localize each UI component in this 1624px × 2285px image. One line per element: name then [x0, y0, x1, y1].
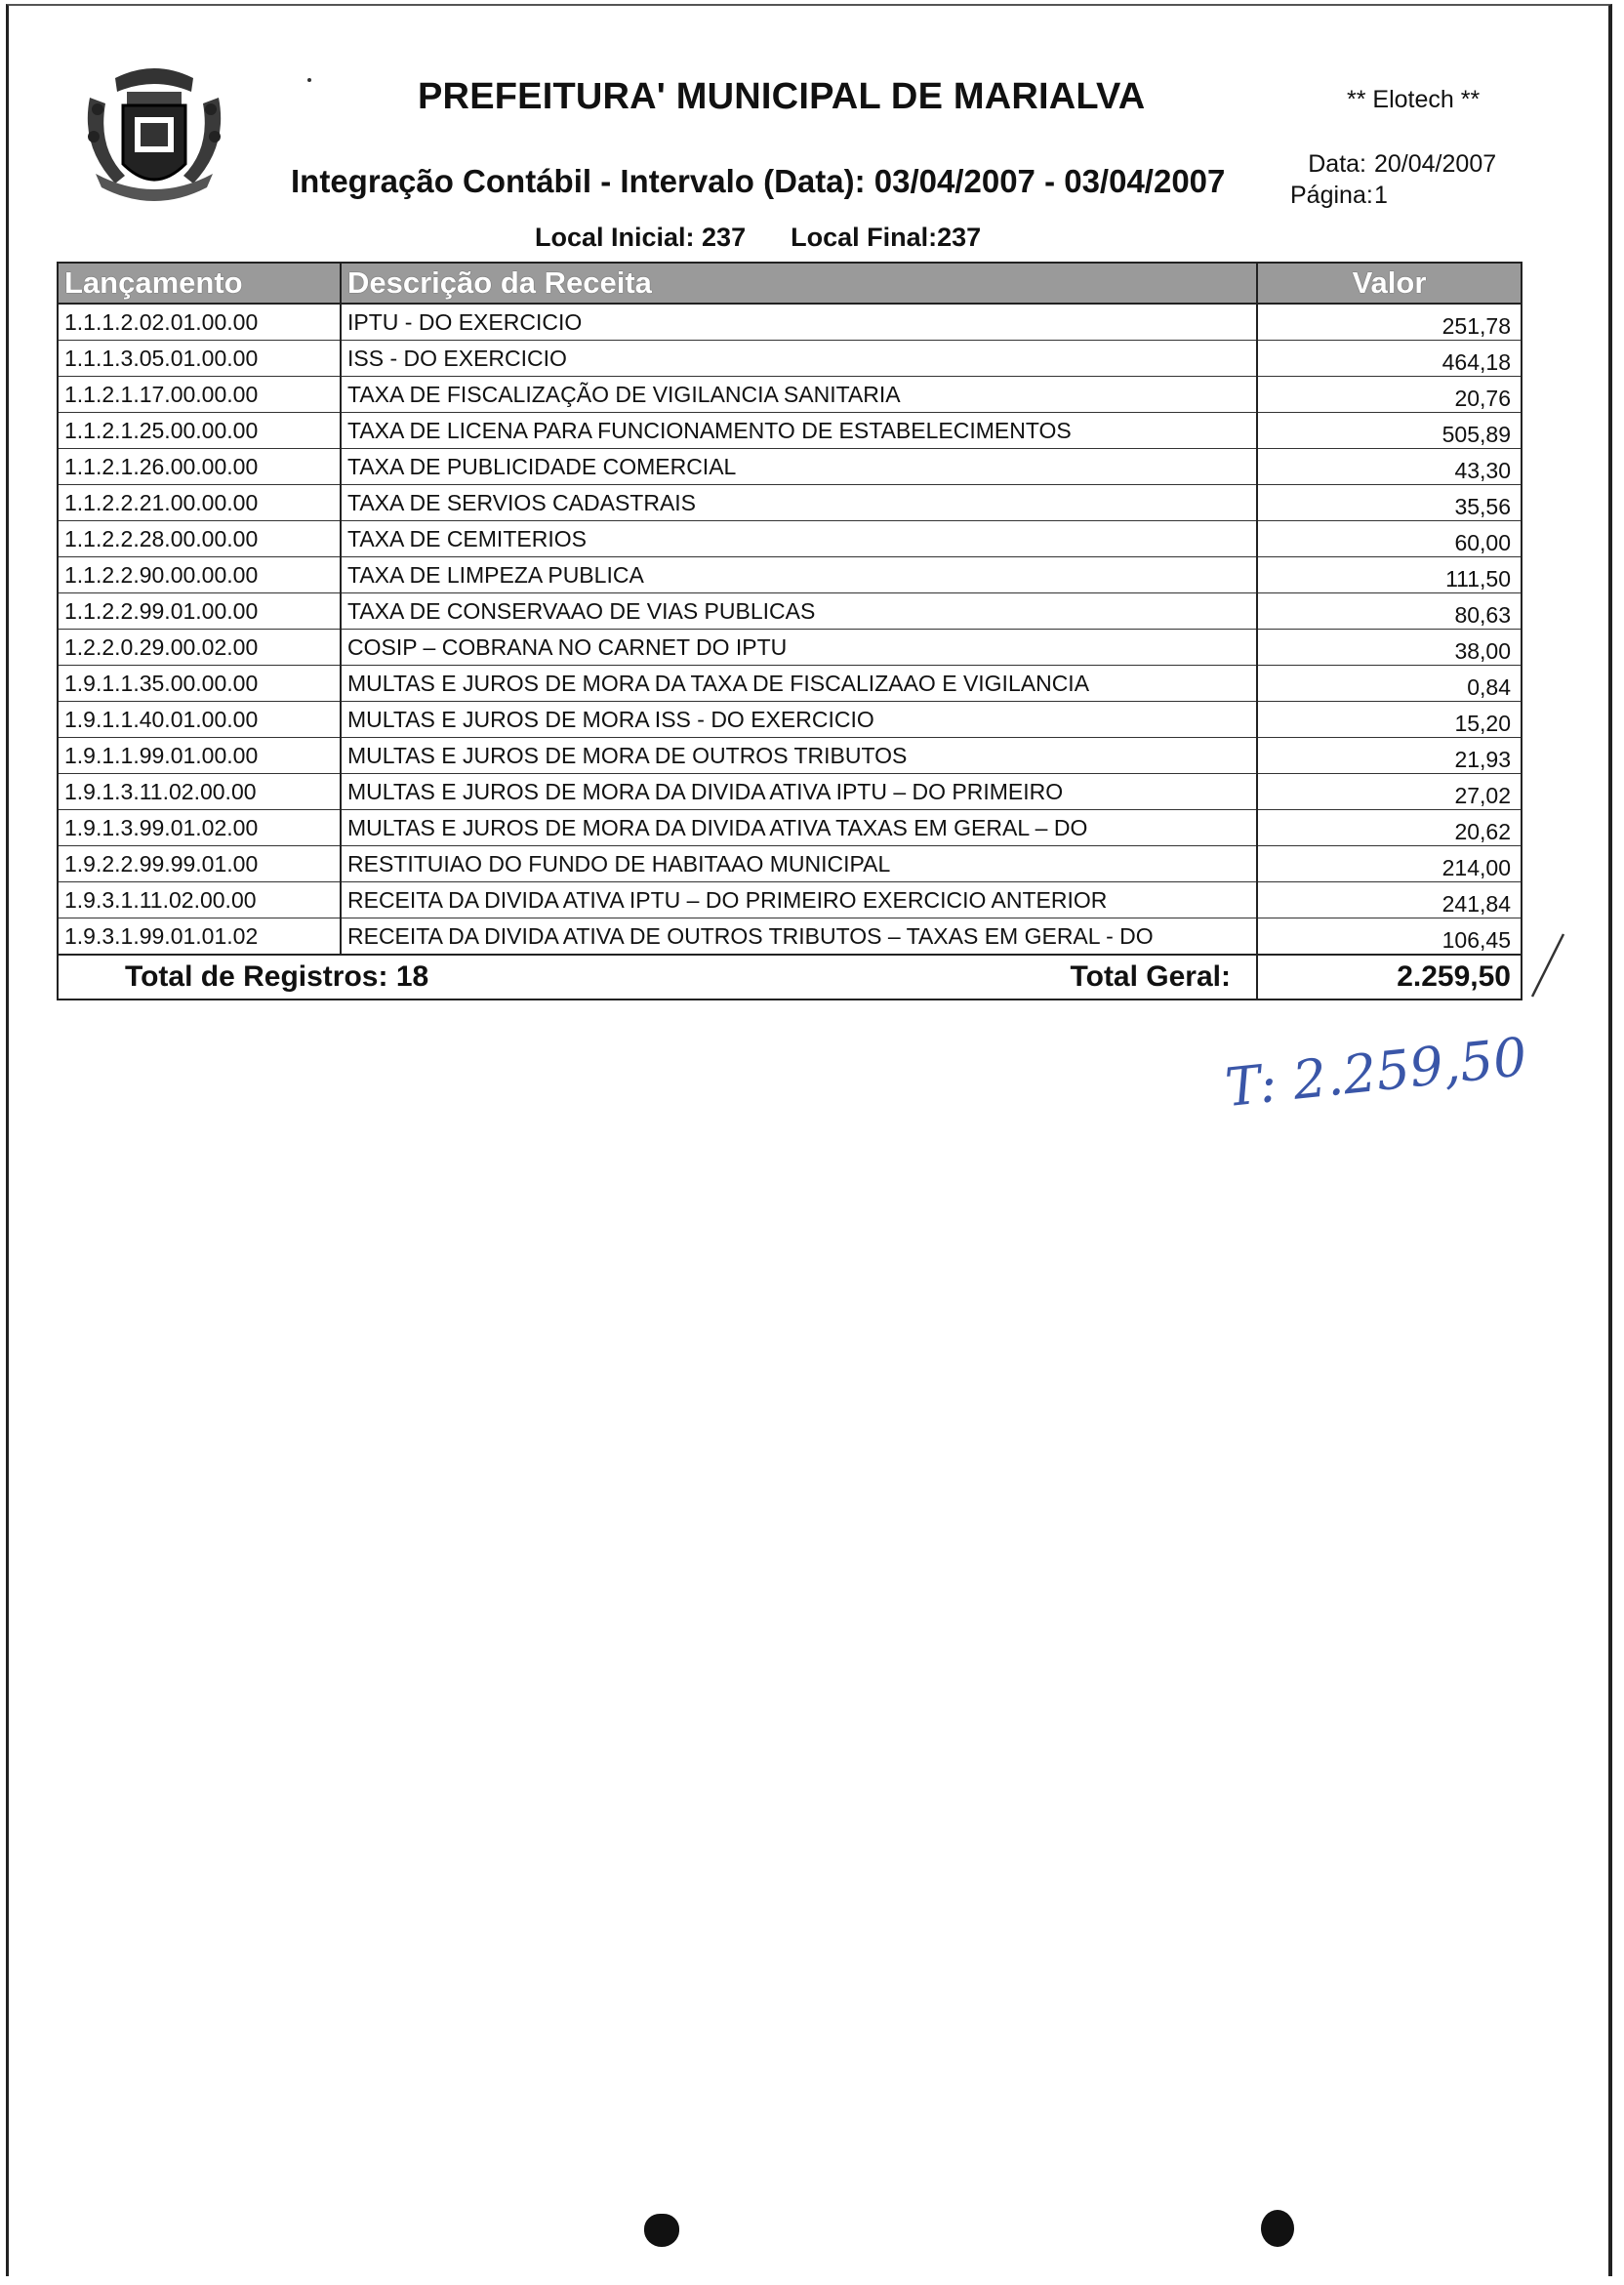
document-title: PREFEITURA' MUNICIPAL DE MARIALVA — [418, 76, 1146, 117]
speck — [307, 78, 311, 82]
revenue-table — [57, 262, 1522, 1000]
table-row — [58, 377, 1522, 413]
table-row — [58, 413, 1522, 449]
description-cell: TAXA DE CEMITERIOS — [341, 521, 1257, 557]
value-cell: 241,84 — [1257, 882, 1522, 918]
code-cell: 1.1.2.2.21.00.00.00 — [58, 485, 341, 521]
description-cell: MULTAS E JUROS DE MORA DA DIVIDA ATIVA IPTU – DO PRIMEIRO — [341, 774, 1257, 810]
code-cell: 1.9.1.3.99.01.02.00 — [58, 810, 341, 846]
date-block — [1290, 148, 1496, 211]
description-cell: IPTU - DO EXERCICIO — [341, 304, 1257, 341]
handwritten-tick-mark — [1528, 932, 1567, 1000]
value-cell: 35,56 — [1257, 485, 1522, 521]
total-cell — [58, 955, 1257, 1000]
description-cell: RESTITUIAO DO FUNDO DE HABITAAO MUNICIPAL — [341, 846, 1257, 882]
total-geral-label: Total Geral: — [1070, 960, 1231, 993]
code-cell: 1.1.1.2.02.01.00.00 — [58, 304, 341, 341]
table-row — [58, 521, 1522, 557]
table-header-row — [58, 263, 1522, 304]
description-cell: TAXA DE SERVIOS CADASTRAIS — [341, 485, 1257, 521]
column-header-lancamento: Lançamento — [58, 263, 341, 304]
code-cell: 1.9.3.1.11.02.00.00 — [58, 882, 341, 918]
value-cell: 111,50 — [1257, 557, 1522, 593]
table-row — [58, 810, 1522, 846]
table-row — [58, 738, 1522, 774]
total-geral-value: 2.259,50 — [1257, 955, 1522, 1000]
punch-hole-right — [1261, 2210, 1294, 2247]
description-cell: RECEITA DA DIVIDA ATIVA IPTU – DO PRIMEIRO EXERCICIO ANTERIOR — [341, 882, 1257, 918]
description-cell: TAXA DE CONSERVAAO DE VIAS PUBLICAS — [341, 593, 1257, 630]
table-row — [58, 593, 1522, 630]
value-cell: 505,89 — [1257, 413, 1522, 449]
table-row — [58, 557, 1522, 593]
table-row — [58, 702, 1522, 738]
code-cell: 1.9.1.3.11.02.00.00 — [58, 774, 341, 810]
report-subtitle: Integração Contábil - Intervalo (Data): 03/04/2007 - 03/04/2007 — [291, 163, 1226, 199]
total-row — [58, 955, 1522, 1000]
value-cell: 21,93 — [1257, 738, 1522, 774]
value-cell: 0,84 — [1257, 666, 1522, 702]
code-cell: 1.1.2.1.25.00.00.00 — [58, 413, 341, 449]
value-cell: 106,45 — [1257, 918, 1522, 956]
value-cell: 60,00 — [1257, 521, 1522, 557]
code-cell: 1.1.2.2.99.01.00.00 — [58, 593, 341, 630]
description-cell: RECEITA DA DIVIDA ATIVA DE OUTROS TRIBUTOS – TAXAS EM GERAL - DO — [341, 918, 1257, 956]
description-cell: TAXA DE LIMPEZA PUBLICA — [341, 557, 1257, 593]
punch-hole-left — [644, 2214, 679, 2247]
date-label: Data: — [1308, 150, 1366, 178]
code-cell: 1.1.1.3.05.01.00.00 — [58, 341, 341, 377]
table-row — [58, 630, 1522, 666]
description-cell: TAXA DE FISCALIZAÇÃO DE VIGILANCIA SANITARIA — [341, 377, 1257, 413]
description-cell: TAXA DE PUBLICIDADE COMERCIAL — [341, 449, 1257, 485]
page-label: Página: — [1290, 182, 1373, 209]
value-cell: 251,78 — [1257, 304, 1522, 341]
value-cell: 80,63 — [1257, 593, 1522, 630]
code-cell: 1.1.2.1.26.00.00.00 — [58, 449, 341, 485]
description-cell: ISS - DO EXERCICIO — [341, 341, 1257, 377]
code-cell: 1.1.2.1.17.00.00.00 — [58, 377, 341, 413]
description-cell: MULTAS E JUROS DE MORA DA TAXA DE FISCALIZAAO E VIGILANCIA — [341, 666, 1257, 702]
value-cell: 20,62 — [1257, 810, 1522, 846]
local-final: Local Final:237 — [791, 223, 982, 252]
local-inicial: Local Inicial: 237 — [535, 223, 747, 252]
code-cell: 1.9.1.1.40.01.00.00 — [58, 702, 341, 738]
value-cell: 20,76 — [1257, 377, 1522, 413]
description-cell: COSIP – COBRANA NO CARNET DO IPTU — [341, 630, 1257, 666]
code-cell: 1.9.2.2.99.99.01.00 — [58, 846, 341, 882]
table-body — [58, 304, 1522, 955]
value-cell: 214,00 — [1257, 846, 1522, 882]
description-cell: MULTAS E JUROS DE MORA DE OUTROS TRIBUTOS — [341, 738, 1257, 774]
description-cell: MULTAS E JUROS DE MORA ISS - DO EXERCICIO — [341, 702, 1257, 738]
vendor-label: ** Elotech ** — [1347, 86, 1481, 113]
column-header-descricao: Descrição da Receita — [341, 263, 1257, 304]
table-row — [58, 485, 1522, 521]
table-row — [58, 846, 1522, 882]
code-cell: 1.2.2.0.29.00.02.00 — [58, 630, 341, 666]
municipal-crest-logo — [76, 59, 232, 215]
table-row — [58, 666, 1522, 702]
value-cell: 43,30 — [1257, 449, 1522, 485]
table-row — [58, 882, 1522, 918]
value-cell: 38,00 — [1257, 630, 1522, 666]
code-cell: 1.9.1.1.99.01.00.00 — [58, 738, 341, 774]
table-row — [58, 774, 1522, 810]
description-cell: TAXA DE LICENA PARA FUNCIONAMENTO DE ESTABELECIMENTOS — [341, 413, 1257, 449]
handwritten-annotation: T: 2.259,50 — [1222, 1025, 1530, 1120]
code-cell: 1.9.1.1.35.00.00.00 — [58, 666, 341, 702]
column-header-valor: Valor — [1257, 263, 1522, 304]
value-cell: 27,02 — [1257, 774, 1522, 810]
table-row — [58, 918, 1522, 956]
description-cell: MULTAS E JUROS DE MORA DA DIVIDA ATIVA TAXAS EM GERAL – DO — [341, 810, 1257, 846]
value-cell: 464,18 — [1257, 341, 1522, 377]
code-cell: 1.9.3.1.99.01.01.02 — [58, 918, 341, 956]
code-cell: 1.1.2.2.28.00.00.00 — [58, 521, 341, 557]
value-cell: 15,20 — [1257, 702, 1522, 738]
table-row — [58, 304, 1522, 341]
page-value: 1 — [1374, 182, 1388, 209]
code-cell: 1.1.2.2.90.00.00.00 — [58, 557, 341, 593]
table-row — [58, 341, 1522, 377]
total-registros-label: Total de Registros: — [125, 960, 388, 993]
total-registros-value: 18 — [395, 960, 429, 993]
local-range — [535, 223, 1026, 253]
date-value: 20/04/2007 — [1374, 150, 1497, 178]
table-row — [58, 449, 1522, 485]
